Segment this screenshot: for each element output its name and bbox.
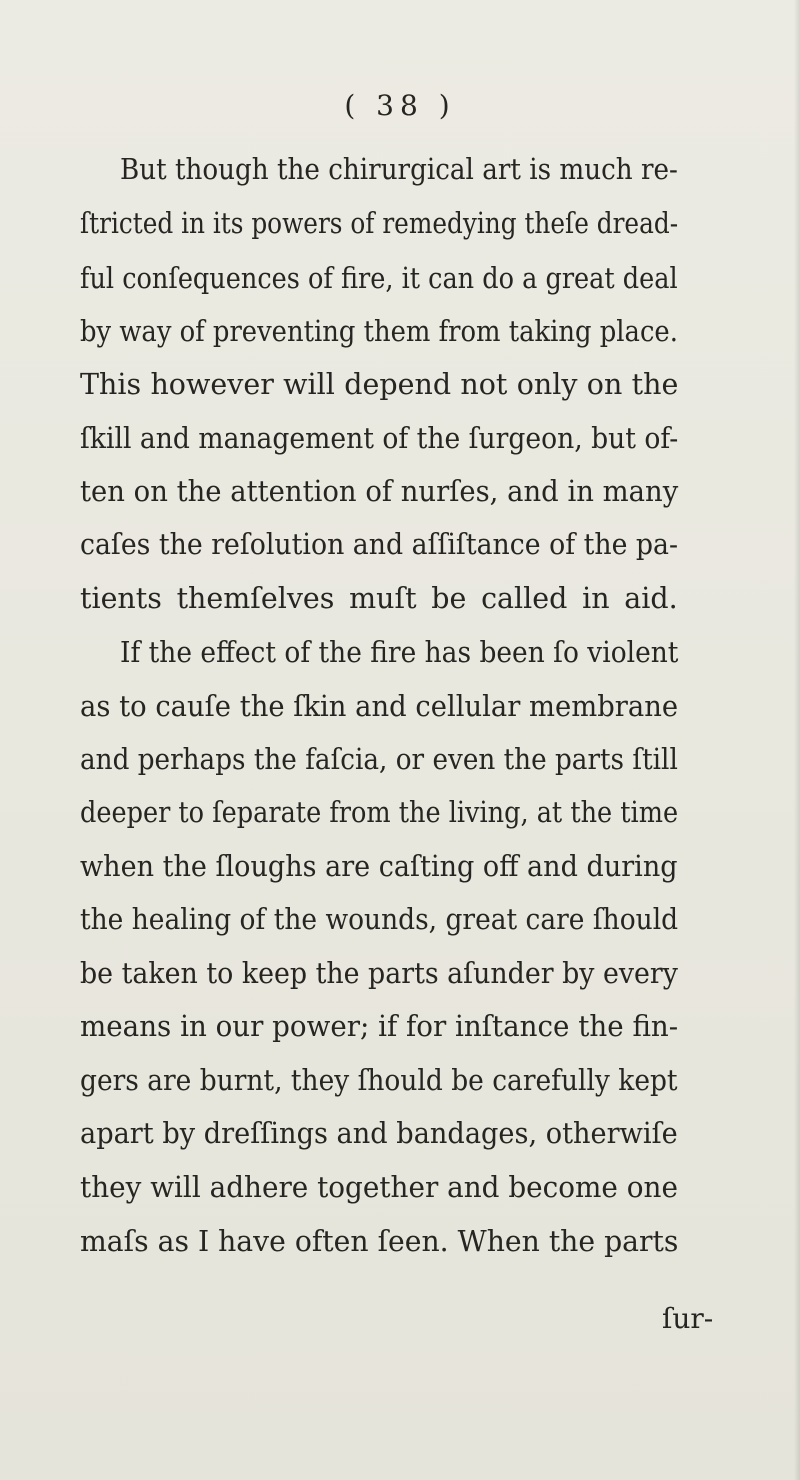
text-line: ten on the attention of nurſes, and in many xyxy=(80,475,679,508)
text-line: ſtricted in its powers of remedying theſe dread- xyxy=(80,207,679,240)
text-line: If the effect of the fire has been ſo violent xyxy=(120,636,679,669)
text-line: and perhaps the faſcia, or even the parts ſtill xyxy=(80,743,678,776)
text-line: tients themſelves muſt be called in aid. xyxy=(80,582,678,615)
page-number: ( 38 ) xyxy=(344,89,456,122)
text-line: they will adhere together and become one xyxy=(80,1171,678,1204)
text-line: deeper to ſeparate from the living, at the time xyxy=(80,796,679,829)
text-line: gers are burnt, they ſhould be carefully kept xyxy=(80,1064,678,1097)
text-line: means in our power; if for inſtance the fin- xyxy=(80,1010,679,1043)
text-line: ſkill and management of the ſurgeon, but of- xyxy=(80,422,679,455)
text-line: when the ſloughs are caſting off and during xyxy=(80,850,678,883)
text-line: This however will depend not only on the xyxy=(80,368,679,401)
text-line: caſes the reſolution and aſſiſtance of the pa- xyxy=(80,528,679,561)
text-line: be taken to keep the parts aſunder by every xyxy=(80,957,678,990)
text-line: by way of preventing them from taking place. xyxy=(80,315,678,348)
text-line: as to cauſe the ſkin and cellular membrane xyxy=(80,690,679,723)
text-line: the healing of the wounds, great care ſhould xyxy=(80,903,679,936)
text-line: But though the chirurgical art is much re- xyxy=(120,153,678,186)
text-line: maſs as I have often ſeen. When the parts xyxy=(80,1225,679,1258)
catchword: ſur- xyxy=(662,1302,714,1335)
text-line: ful conſequences of fire, it can do a great deal xyxy=(80,262,678,295)
text-line: apart by dreſſings and bandages, otherwiſe xyxy=(80,1117,678,1150)
